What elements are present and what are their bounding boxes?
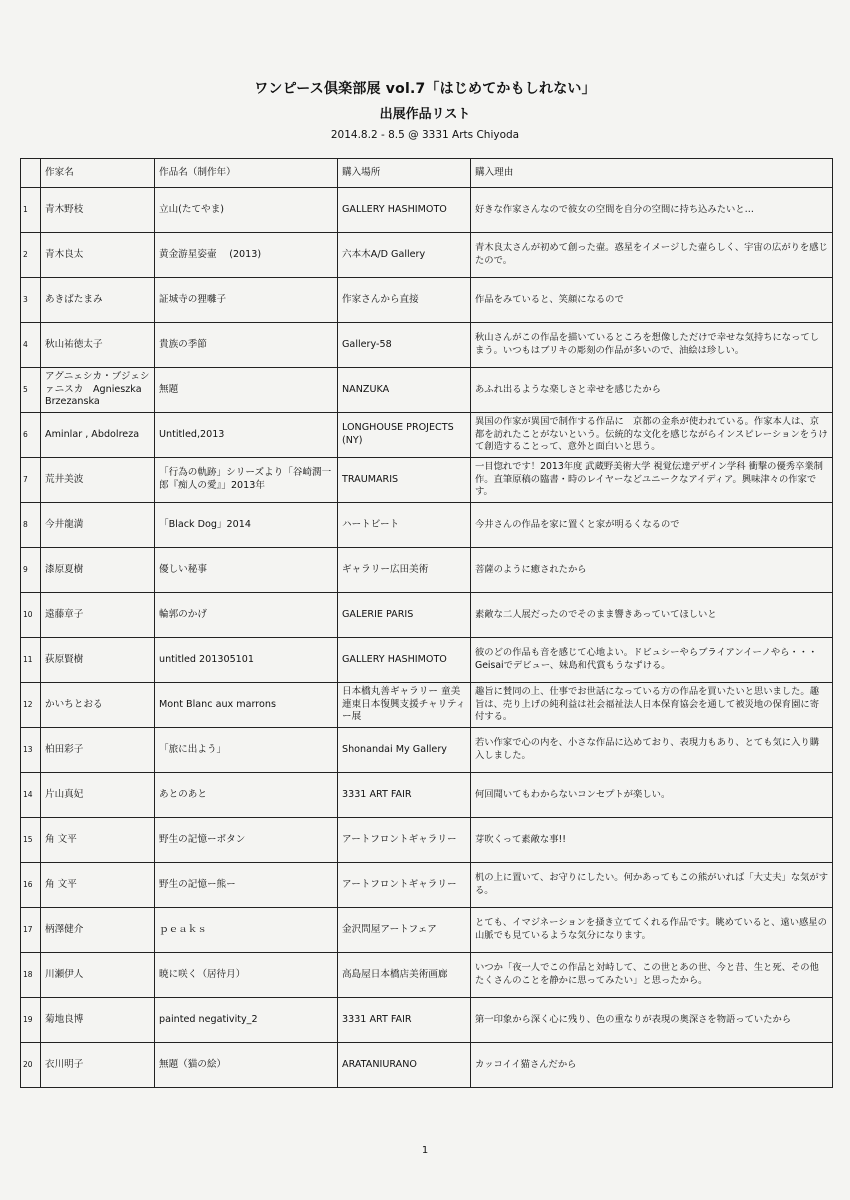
row-number: 4: [21, 323, 41, 368]
place-cell: ハートビート: [338, 503, 471, 548]
work-cell: 「旅に出よう」: [155, 728, 338, 773]
work-cell: あとのあと: [155, 773, 338, 818]
row-number: 16: [21, 863, 41, 908]
artist-cell: 片山真妃: [41, 773, 155, 818]
column-header-place: 購入場所: [338, 159, 471, 188]
reason-cell: 何回聞いてもわからないコンセプトが楽しい。: [471, 773, 833, 818]
table-row: [21, 908, 833, 953]
place-cell: GALLERY HASHIMOTO: [338, 638, 471, 683]
artist-cell: 川瀬伊人: [41, 953, 155, 998]
exhibition-dates: 2014.8.2 - 8.5 @ 3331 Arts Chiyoda: [330, 129, 520, 141]
work-cell: 優しい秘事: [155, 548, 338, 593]
row-number: 9: [21, 548, 41, 593]
table-row: [21, 593, 833, 638]
reason-cell: 机の上に置いて、お守りにしたい。何かあってもこの熊がいれば「大丈夫」な気がする。: [471, 863, 833, 908]
row-number: 6: [21, 413, 41, 458]
place-cell: ARATANIURANO: [338, 1043, 471, 1088]
table-row: [21, 368, 833, 413]
table-header-row: [21, 159, 833, 188]
artist-cell: 菊地良博: [41, 998, 155, 1043]
work-cell: ｐｅａｋｓ: [155, 908, 338, 953]
reason-cell: いつか「夜一人でこの作品と対峙して、この世とあの世、今と昔、生と死、その他たくさんのことを静かに思ってみたい」と思ったから。: [471, 953, 833, 998]
reason-cell: 今井さんの作品を家に置くと家が明るくなるので: [471, 503, 833, 548]
work-cell: 黄金游星姿壷 (2013): [155, 233, 338, 278]
reason-cell: 秋山さんがこの作品を描いているところを想像しただけで幸せな気持ちになってしまう。いつもはブリキの彫刻の作品が多いので、油絵は珍しい。: [471, 323, 833, 368]
row-number: 7: [21, 458, 41, 503]
reason-cell: あふれ出るような楽しさと幸せを感じたから: [471, 368, 833, 413]
place-cell: 3331 ART FAIR: [338, 773, 471, 818]
table-row: [21, 683, 833, 728]
column-header-num: [21, 159, 41, 188]
reason-cell: 異国の作家が異国で制作する作品に 京都の金糸が使われている。作家本人は、京都を訪れたことがないという。伝統的な文化を感じながらインスピレーションをうけて創造することって、意外と面白いと思う。: [471, 413, 833, 458]
table-row: [21, 503, 833, 548]
reason-cell: 芽吹くって素敵な事!!: [471, 818, 833, 863]
reason-cell: カッコイイ猫さんだから: [471, 1043, 833, 1088]
artist-cell: かいちとおる: [41, 683, 155, 728]
place-cell: GALLERY HASHIMOTO: [338, 188, 471, 233]
row-number: 2: [21, 233, 41, 278]
reason-cell: 作品をみていると、笑顔になるので: [471, 278, 833, 323]
artist-cell: 柏田彩子: [41, 728, 155, 773]
place-cell: 金沢問屋アートフェア: [338, 908, 471, 953]
row-number: 11: [21, 638, 41, 683]
table-row: [21, 1043, 833, 1088]
place-cell: NANZUKA: [338, 368, 471, 413]
place-cell: LONGHOUSE PROJECTS (NY): [338, 413, 471, 458]
place-cell: 作家さんから直接: [338, 278, 471, 323]
artist-cell: 衣川明子: [41, 1043, 155, 1088]
work-cell: 証城寺の狸囃子: [155, 278, 338, 323]
artist-cell: 青木野枝: [41, 188, 155, 233]
reason-cell: 第一印象から深く心に残り、色の重なりが表現の奥深さを物語っていたから: [471, 998, 833, 1043]
artist-cell: 荒井美波: [41, 458, 155, 503]
artist-cell: 秋山祐徳太子: [41, 323, 155, 368]
table-row: [21, 278, 833, 323]
column-header-reason: 購入理由: [471, 159, 833, 188]
work-cell: 貴族の季節: [155, 323, 338, 368]
row-number: 10: [21, 593, 41, 638]
column-header-work: 作品名（制作年）: [155, 159, 338, 188]
work-cell: painted negativity_2: [155, 998, 338, 1043]
place-cell: GALERIE PARIS: [338, 593, 471, 638]
place-cell: 高島屋日本橋店美術画廊: [338, 953, 471, 998]
page-title: ワンピース倶楽部展 vol.7「はじめてかもしれない」: [254, 81, 596, 97]
work-cell: 暁に咲く（居待月）: [155, 953, 338, 998]
artist-cell: あきばたまみ: [41, 278, 155, 323]
table-row: [21, 728, 833, 773]
work-cell: Mont Blanc aux marrons: [155, 683, 338, 728]
work-cell: Untitled,2013: [155, 413, 338, 458]
reason-cell: とても、イマジネーションを掻き立ててくれる作品です。眺めていると、遠い感星の山脈でも見ているような気分になります。: [471, 908, 833, 953]
work-cell: 野生の記憶ーボタン: [155, 818, 338, 863]
artist-cell: 遠藤章子: [41, 593, 155, 638]
table-row: [21, 998, 833, 1043]
table-row: [21, 458, 833, 503]
place-cell: 日本橋丸善ギャラリー 童美連東日本復興支援チャリティー展: [338, 683, 471, 728]
table-row: [21, 413, 833, 458]
column-header-artist: 作家名: [41, 159, 155, 188]
row-number: 14: [21, 773, 41, 818]
reason-cell: 菩薩のように癒されたから: [471, 548, 833, 593]
table-row: [21, 818, 833, 863]
place-cell: TRAUMARIS: [338, 458, 471, 503]
table-body: [21, 188, 833, 1088]
artist-cell: 青木良太: [41, 233, 155, 278]
table-row: [21, 548, 833, 593]
artist-cell: 今井龍満: [41, 503, 155, 548]
table-row: [21, 773, 833, 818]
table-row: [21, 188, 833, 233]
work-cell: 「Black Dog」2014: [155, 503, 338, 548]
row-number: 3: [21, 278, 41, 323]
work-cell: 無題: [155, 368, 338, 413]
artist-cell: 漆原夏樹: [41, 548, 155, 593]
row-number: 1: [21, 188, 41, 233]
reason-cell: 彼のどの作品も音を感じて心地よい。ドビュシーやらブライアンイーノやら・・・Geisaiでデビュー、妹島和代賞もうなずける。: [471, 638, 833, 683]
row-number: 18: [21, 953, 41, 998]
place-cell: 3331 ART FAIR: [338, 998, 471, 1043]
work-cell: 野生の記憶ー熊ー: [155, 863, 338, 908]
artist-cell: 角 文平: [41, 818, 155, 863]
table-row: [21, 863, 833, 908]
reason-cell: 一目惚れです！2013年度 武蔵野美術大学 視覚伝達デザイン学科 衝撃の優秀卒業制作。直筆原稿の臨書・時のレイヤーなどユニークなアイディア。興味津々の作家です。: [471, 458, 833, 503]
reason-cell: 趣旨に賛同の上、仕事でお世話になっている方の作品を買いたいと思いました。趣旨は、売り上げの純利益は社会福祉法人日本保育協会を通して被災地の保育園に寄付する。: [471, 683, 833, 728]
works-table: [20, 158, 833, 1088]
page-number: 1: [421, 1145, 429, 1156]
table-row: [21, 323, 833, 368]
row-number: 17: [21, 908, 41, 953]
table-row: [21, 638, 833, 683]
table-row: [21, 233, 833, 278]
place-cell: アートフロントギャラリー: [338, 818, 471, 863]
reason-cell: 青木良太さんが初めて創った壷。惑星をイメージした壷らしく、宇宙の広がりを感じたので。: [471, 233, 833, 278]
artist-cell: Aminlar , Abdolreza: [41, 413, 155, 458]
artist-cell: アグニェシカ・ブジェシァニスカ Agnieszka Brzezanska: [41, 368, 155, 413]
reason-cell: 若い作家で心の内を、小さな作品に込めており、表現力もあり、とても気に入り購入しました。: [471, 728, 833, 773]
work-cell: 立山(たてやま): [155, 188, 338, 233]
artist-cell: 荻原賢樹: [41, 638, 155, 683]
place-cell: アートフロントギャラリー: [338, 863, 471, 908]
row-number: 12: [21, 683, 41, 728]
table-row: [21, 953, 833, 998]
place-cell: 六本木A/D Gallery: [338, 233, 471, 278]
work-cell: 「行為の軌跡」シリーズより「谷崎潤一郎『痴人の愛』」2013年: [155, 458, 338, 503]
place-cell: Gallery-58: [338, 323, 471, 368]
place-cell: Shonandai My Gallery: [338, 728, 471, 773]
work-cell: untitled 201305101: [155, 638, 338, 683]
artist-cell: 角 文平: [41, 863, 155, 908]
row-number: 19: [21, 998, 41, 1043]
work-cell: 輪郭のかげ: [155, 593, 338, 638]
row-number: 5: [21, 368, 41, 413]
reason-cell: 素敵な二人展だったのでそのまま響きあっていてほしいと: [471, 593, 833, 638]
row-number: 20: [21, 1043, 41, 1088]
row-number: 13: [21, 728, 41, 773]
page-subtitle: 出展作品リスト: [379, 107, 471, 122]
artist-cell: 柄澤健介: [41, 908, 155, 953]
work-cell: 無題（猫の絵）: [155, 1043, 338, 1088]
row-number: 15: [21, 818, 41, 863]
row-number: 8: [21, 503, 41, 548]
reason-cell: 好きな作家さんなので彼女の空間を自分の空間に持ち込みたいと…: [471, 188, 833, 233]
place-cell: ギャラリー広田美術: [338, 548, 471, 593]
